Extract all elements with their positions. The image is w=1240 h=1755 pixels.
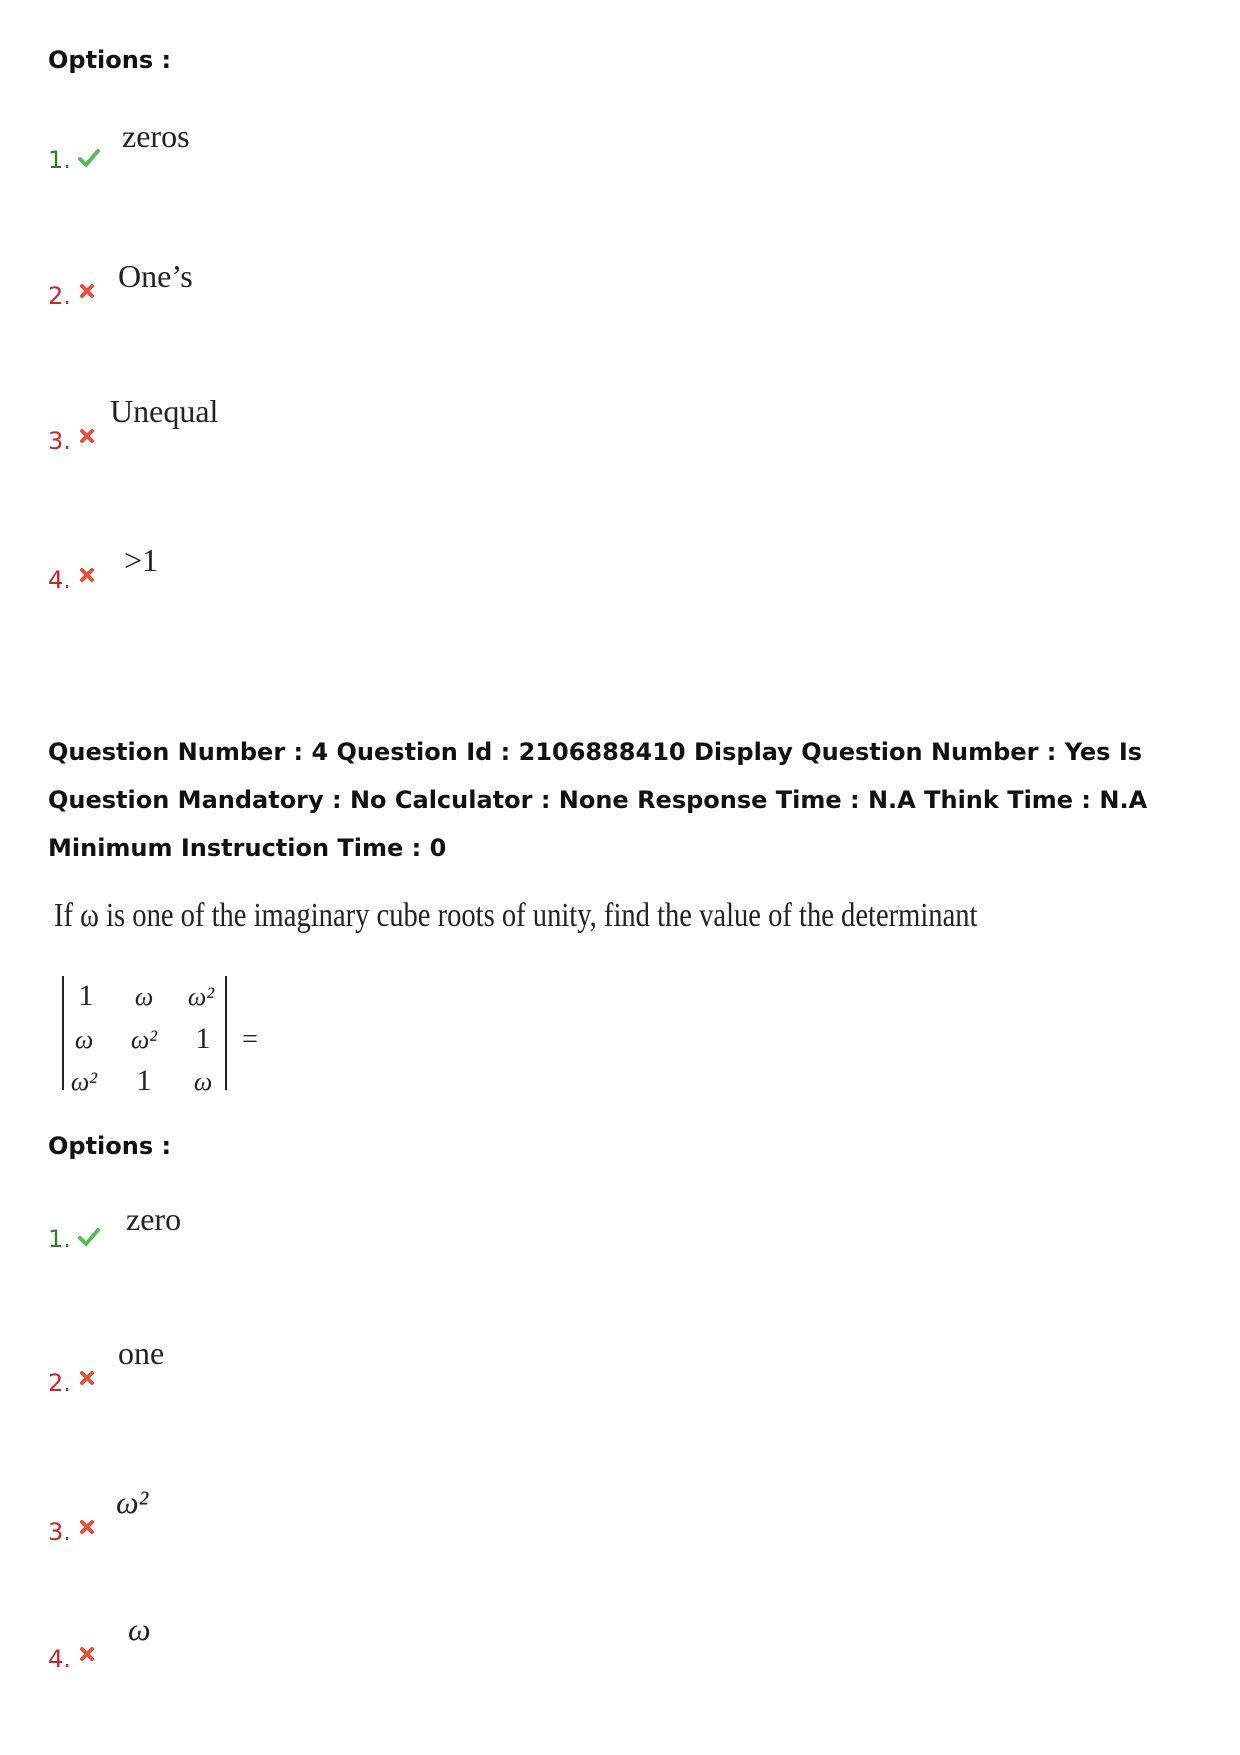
option-3	[48, 393, 648, 475]
det-cell: 1	[78, 979, 94, 1012]
det-cell: ω	[134, 982, 154, 1011]
question-metadata: Question Number : 4 Question Id : 2106888410 Display Question Number : Yes Is Question Mandatory : No Calculator : None Response Time : N.A Think Time : N.A Minimum Instruction Time : 0	[48, 738, 1148, 862]
det-cell: ω²	[187, 982, 215, 1011]
cross-icon	[80, 568, 94, 582]
option-number: 4.	[48, 566, 71, 594]
det-cell: ω	[193, 1067, 213, 1096]
option-1	[48, 1201, 648, 1273]
option-text: >1	[124, 542, 159, 578]
option-number: 2.	[48, 1369, 71, 1397]
cross-icon	[80, 1371, 94, 1385]
det-cell: ω²	[130, 1025, 158, 1054]
option-number: 1.	[48, 1225, 71, 1253]
option-text: zeros	[122, 118, 190, 154]
determinant-equals: =	[242, 1024, 258, 1055]
option-number: 3.	[48, 1518, 71, 1546]
option-2	[48, 258, 648, 330]
options-heading: Options :	[48, 1132, 172, 1160]
options-heading: Options :	[48, 46, 172, 74]
cross-icon	[80, 1647, 94, 1661]
det-cell: ω²	[70, 1067, 98, 1096]
option-number: 4.	[48, 1645, 71, 1673]
check-icon	[78, 148, 100, 168]
option-2	[48, 1335, 648, 1417]
option-number: 1.	[48, 146, 71, 174]
option-text: One’s	[118, 258, 193, 294]
option-3	[48, 1484, 648, 1566]
det-cell: ω	[74, 1025, 94, 1054]
option-number: 3.	[48, 427, 71, 455]
determinant	[56, 968, 276, 1098]
option-4	[48, 542, 648, 614]
cross-icon	[80, 429, 94, 443]
option-text: ω	[128, 1611, 151, 1647]
option-number: 2.	[48, 282, 71, 310]
option-text: Unequal	[110, 393, 219, 429]
option-text: ω²	[116, 1484, 149, 1520]
det-cell: 1	[136, 1064, 152, 1097]
option-text: one	[118, 1335, 165, 1371]
det-cell: 1	[195, 1022, 211, 1055]
cross-icon	[80, 284, 94, 298]
check-icon	[78, 1227, 100, 1247]
option-4	[48, 1611, 648, 1693]
option-text: zero	[126, 1201, 182, 1237]
option-1	[48, 118, 648, 194]
question-text: If ω is one of the imaginary cube roots of unity, find the value of the determinant	[54, 897, 978, 934]
cross-icon	[80, 1520, 94, 1534]
